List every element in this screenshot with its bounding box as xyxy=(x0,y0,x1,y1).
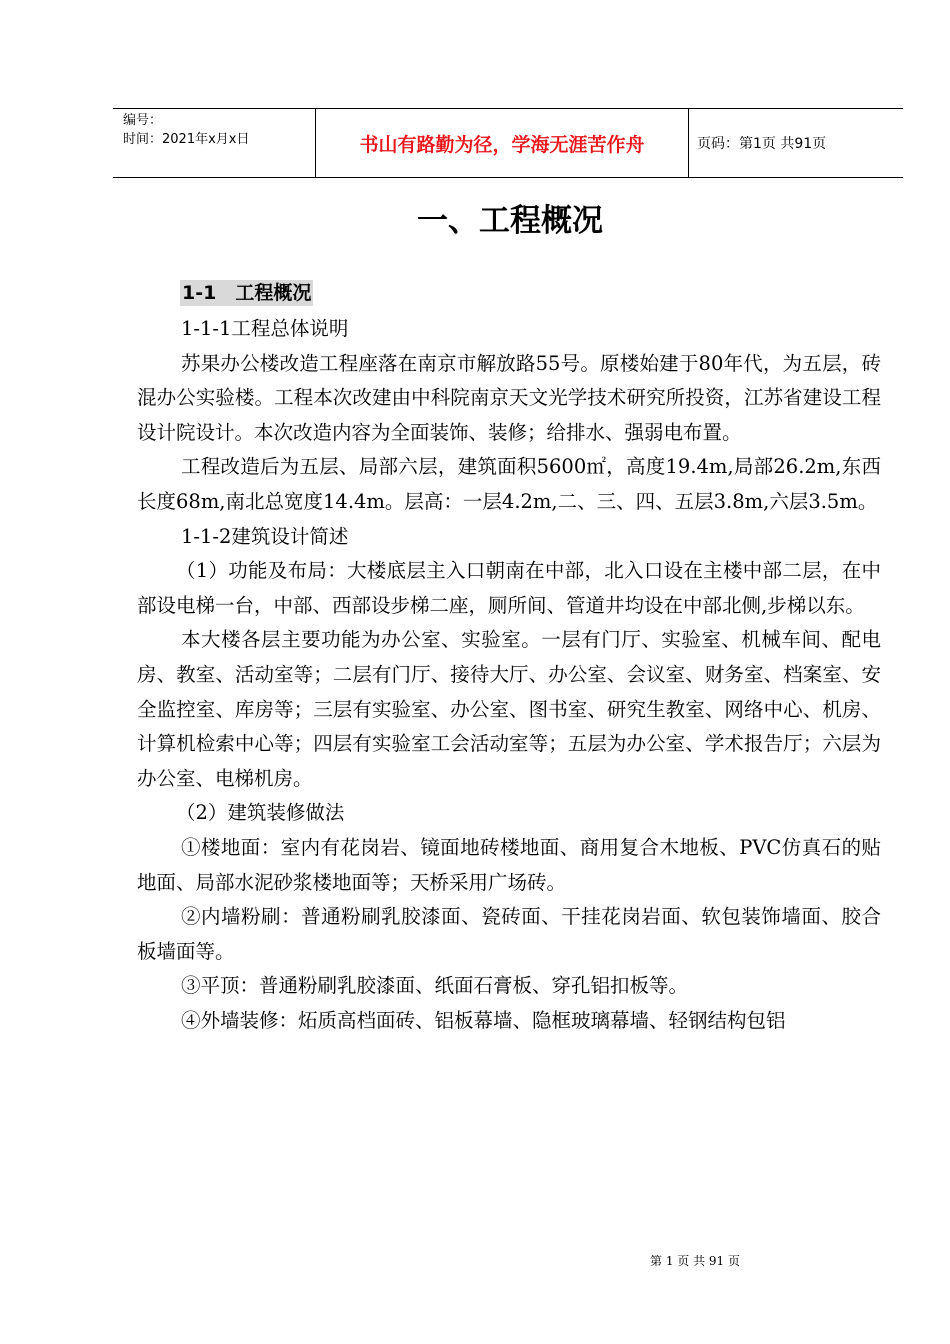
document-number-label: 编号： xyxy=(123,113,163,128)
header-meta-cell xyxy=(113,109,316,177)
subheading-1-1-2: 1-1-2建筑设计简述 xyxy=(181,524,349,548)
paragraph-functions: 本大楼各层主要功能为办公室、实验室。一层有门厅、实验室、机械车间、配电房、教室、活动室等；二层有门厅、接待大厅、办公室、会议室、财务室、档案室、安全监控室、库房等；三层有实验室、办公室、图书室、研究生教室、网络中心、机房、计算机检索中心等；四层有实验室工会活动室等；五层为办公室、学术报告厅；六层为办公室、电梯机房。 xyxy=(137,628,881,790)
page-footer xyxy=(0,1252,950,1270)
document-body xyxy=(137,312,881,1038)
document-time-label: 时间：2021年x月x日 xyxy=(123,132,250,147)
footer-page-number: 第 1 页 共 91 页 xyxy=(650,1254,740,1268)
header-page-label: 页码：第1页 共91页 xyxy=(697,136,827,152)
paragraph-layout: （1）功能及布局：大楼底层主入口朝南在中部，北入口设在主楼中部二层，在中部设电梯一台，中部、西部设步梯二座，厕所间、管道井均设在中部北侧,步梯以东。 xyxy=(137,559,881,617)
header-motto: 书山有路勤为径，学海无涯苦作舟 xyxy=(316,109,689,177)
document-header xyxy=(113,108,903,178)
section-heading: 1-1 工程概况 xyxy=(182,282,312,304)
page-title-text: 一、工程概况 xyxy=(417,203,603,239)
list-item-interior-wall: ②内墙粉刷：普通粉刷乳胶漆面、瓷砖面、干挂花岗岩面、软包装饰墙面、胶合板墙面等。 xyxy=(137,905,881,963)
subheading-decoration: （2）建筑装修做法 xyxy=(176,801,345,825)
subheading-1-1-1: 1-1-1工程总体说明 xyxy=(181,317,349,340)
paragraph-dimensions: 工程改造后为五层、局部六层，建筑面积5600㎡，高度19.4m,局部26.2m,东西长度68m,南北总宽度14.4m。层高：一层4.2m,二、三、四、五层3.8m,六层3.5m。 xyxy=(137,455,881,513)
list-item-floor: ①楼地面：室内有花岗岩、镜面地砖楼地面、商用复合木地板、PVC仿真石的贴地面、局部水泥砂浆楼地面等；天桥采用广场砖。 xyxy=(137,835,881,894)
paragraph-location: 苏果办公楼改造工程座落在南京市解放路55号。原楼始建于80年代，为五层，砖混办公实验楼。工程本次改建由中科院南京天文光学技术研究所投资，江苏省建设工程设计院设计。本次改造内容为全面装饰、装修；给排水、强弱电布置。 xyxy=(137,351,881,444)
list-item-exterior-wall: ④外墙装修：炻质高档面砖、铝板幕墙、隐框玻璃幕墙、轻钢结构包铝 xyxy=(181,1008,786,1032)
page-title xyxy=(0,198,950,244)
list-item-ceiling: ③平顶：普通粉刷乳胶漆面、纸面石膏板、穿孔铝扣板等。 xyxy=(181,974,689,998)
